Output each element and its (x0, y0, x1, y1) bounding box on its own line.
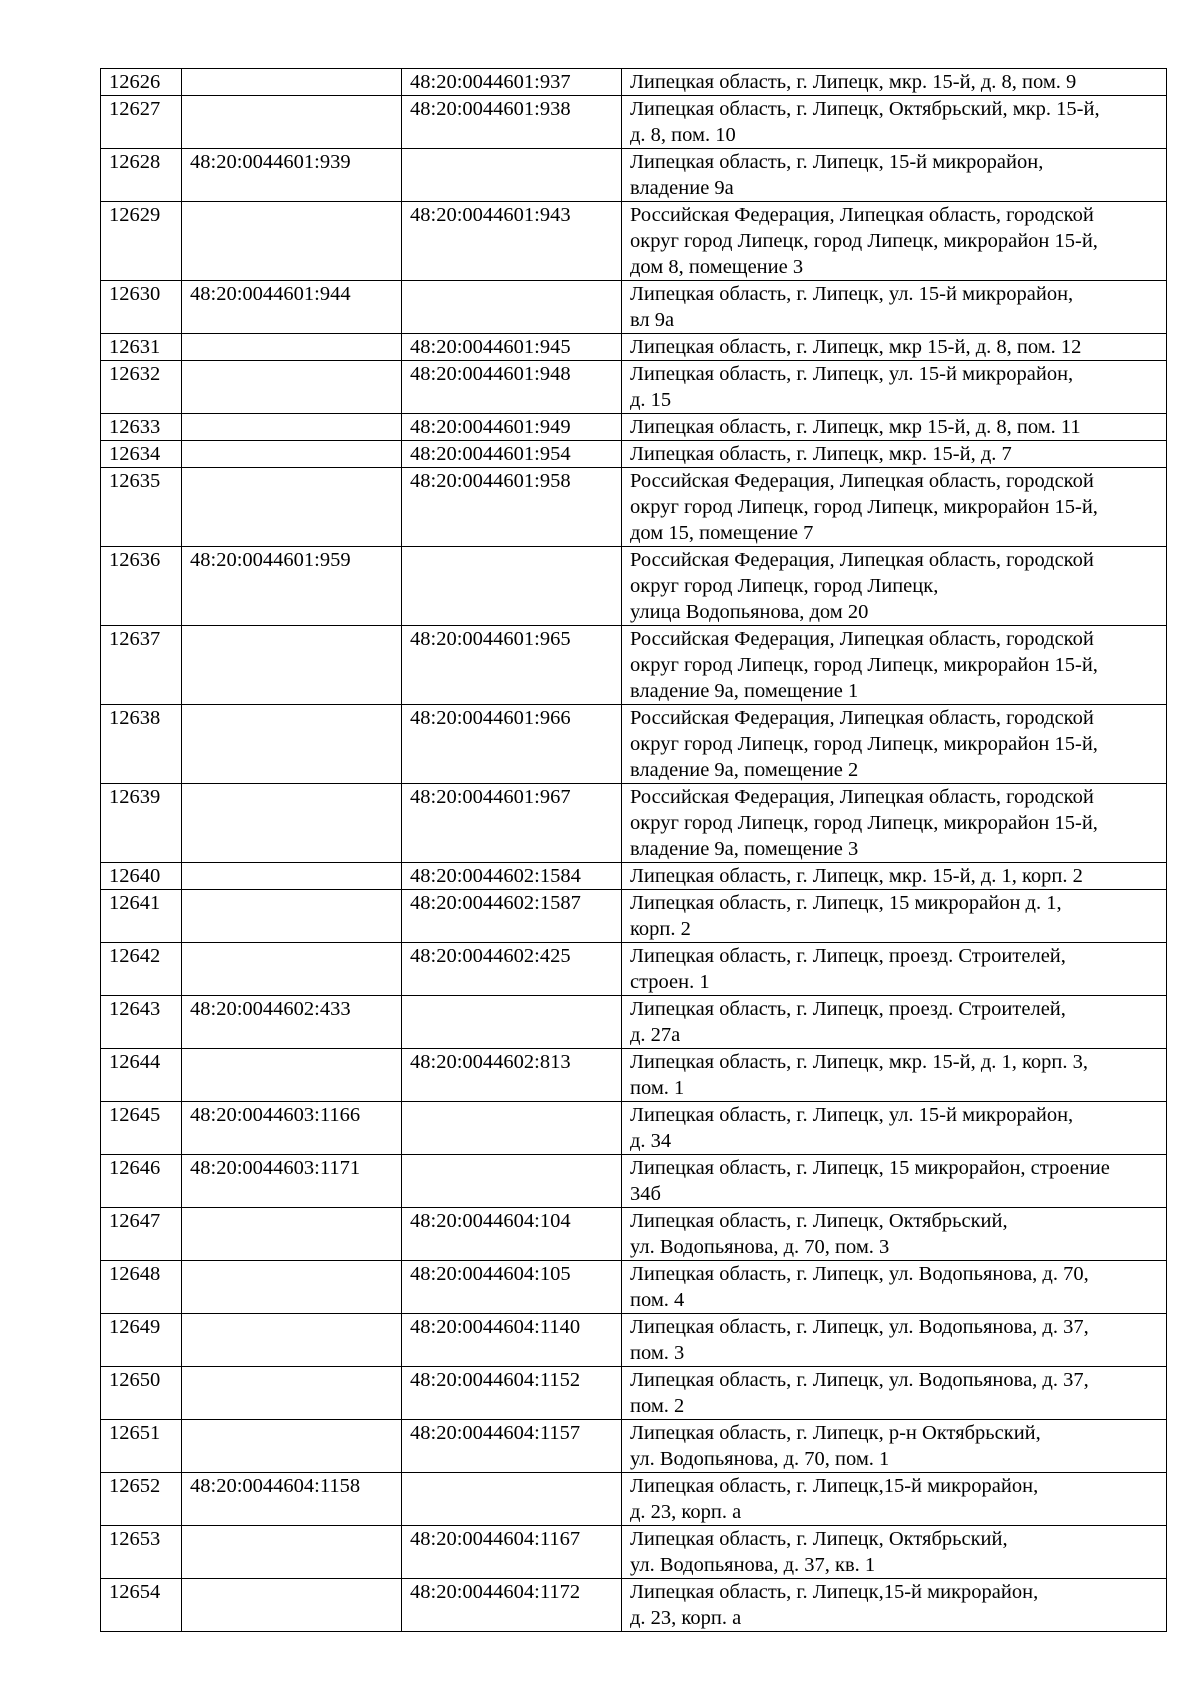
row-number-cell: 12642 (101, 943, 182, 996)
address-cell (622, 890, 1167, 943)
land-cadastral-number-cell (182, 468, 402, 547)
row-number-cell: 12632 (101, 361, 182, 414)
row-number-cell: 12630 (101, 281, 182, 334)
table-body (101, 69, 1167, 1632)
land-cadastral-number-cell (182, 361, 402, 414)
address-line: ул. Водопьянова, д. 70, пом. 1 (630, 1448, 890, 1470)
land-cadastral-number-cell (182, 943, 402, 996)
table-row (101, 1579, 1167, 1632)
address-cell (622, 361, 1167, 414)
object-cadastral-number-cell (402, 1473, 622, 1526)
object-cadastral-number-cell (402, 1102, 622, 1155)
object-cadastral-number-cell (402, 281, 622, 334)
land-cadastral-number-cell (182, 1208, 402, 1261)
row-number-cell: 12652 (101, 1473, 182, 1526)
address-line: Липецкая область, г. Липецк, ул. 15-й микрорайон, (630, 363, 1074, 385)
object-cadastral-number-cell: 48:20:0044604:1172 (402, 1579, 622, 1632)
row-number-cell: 12653 (101, 1526, 182, 1579)
table-row (101, 149, 1167, 202)
address-line: округ город Липецк, город Липецк, микрорайон 15-й, (630, 733, 1098, 755)
table-row (101, 414, 1167, 441)
address-cell (622, 996, 1167, 1049)
address-line: Липецкая область, г. Липецк, мкр 15-й, д. 8, пом. 11 (630, 416, 1081, 438)
address-line: Липецкая область, г. Липецк, 15 микрорайон д. 1, (630, 892, 1062, 914)
address-line: Липецкая область, г. Липецк, р-н Октябрьский, (630, 1422, 1041, 1444)
table-row (101, 1049, 1167, 1102)
address-line: Липецкая область, г. Липецк, проезд. Строителей, (630, 945, 1066, 967)
table-row (101, 1526, 1167, 1579)
table-row (101, 96, 1167, 149)
object-cadastral-number-cell: 48:20:0044601:954 (402, 441, 622, 468)
address-cell (622, 69, 1167, 96)
object-cadastral-number-cell: 48:20:0044602:425 (402, 943, 622, 996)
object-cadastral-number-cell: 48:20:0044604:104 (402, 1208, 622, 1261)
address-line: ул. Водопьянова, д. 37, кв. 1 (630, 1554, 876, 1576)
address-cell (622, 1155, 1167, 1208)
land-cadastral-number-cell (182, 890, 402, 943)
address-line: округ город Липецк, город Липецк, микрорайон 15-й, (630, 654, 1098, 676)
object-cadastral-number-cell (402, 547, 622, 626)
row-number-cell: 12627 (101, 96, 182, 149)
address-line: Липецкая область, г. Липецк, ул. Водопьянова, д. 37, (630, 1316, 1089, 1338)
object-cadastral-number-cell (402, 1155, 622, 1208)
address-line: корп. 2 (630, 918, 691, 940)
row-number-cell: 12628 (101, 149, 182, 202)
object-cadastral-number-cell: 48:20:0044601:965 (402, 626, 622, 705)
land-cadastral-number-cell: 48:20:0044603:1171 (182, 1155, 402, 1208)
address-cell (622, 468, 1167, 547)
table-row (101, 1420, 1167, 1473)
row-number-cell: 12649 (101, 1314, 182, 1367)
address-line: Российская Федерация, Липецкая область, городской (630, 549, 1094, 571)
document-page (100, 68, 1166, 1632)
address-line: улица Водопьянова, дом 20 (630, 601, 869, 623)
row-number-cell: 12629 (101, 202, 182, 281)
address-cell (622, 1314, 1167, 1367)
land-cadastral-number-cell: 48:20:0044601:944 (182, 281, 402, 334)
object-cadastral-number-cell: 48:20:0044602:1587 (402, 890, 622, 943)
address-line: Российская Федерация, Липецкая область, городской (630, 204, 1094, 226)
row-number-cell: 12648 (101, 1261, 182, 1314)
address-line: д. 23, корп. а (630, 1501, 742, 1523)
address-line: д. 23, корп. а (630, 1607, 742, 1629)
address-line: Липецкая область, г. Липецк, ул. Водопьянова, д. 70, (630, 1263, 1089, 1285)
table-row (101, 890, 1167, 943)
row-number-cell: 12639 (101, 784, 182, 863)
table-row (101, 202, 1167, 281)
land-cadastral-number-cell (182, 1261, 402, 1314)
address-line: Липецкая область, г. Липецк, мкр 15-й, д. 8, пом. 12 (630, 336, 1082, 358)
land-cadastral-number-cell: 48:20:0044601:939 (182, 149, 402, 202)
address-cell (622, 1579, 1167, 1632)
address-cell (622, 1526, 1167, 1579)
land-cadastral-number-cell (182, 626, 402, 705)
address-line: пом. 2 (630, 1395, 685, 1417)
table-row (101, 468, 1167, 547)
address-line: Липецкая область, г. Липецк,15-й микрорайон, (630, 1581, 1039, 1603)
row-number-cell: 12633 (101, 414, 182, 441)
address-line: Липецкая область, г. Липецк, мкр. 15-й, д. 7 (630, 443, 1012, 465)
address-cell (622, 1102, 1167, 1155)
address-line: Липецкая область, г. Липецк, мкр. 15-й, д. 1, корп. 3, (630, 1051, 1089, 1073)
address-cell (622, 96, 1167, 149)
object-cadastral-number-cell: 48:20:0044601:967 (402, 784, 622, 863)
address-cell (622, 1261, 1167, 1314)
address-line: Липецкая область, г. Липецк, Октябрьский, мкр. 15-й, (630, 98, 1100, 120)
object-cadastral-number-cell: 48:20:0044604:1152 (402, 1367, 622, 1420)
address-line: пом. 1 (630, 1077, 685, 1099)
land-cadastral-number-cell (182, 1314, 402, 1367)
address-cell (622, 1367, 1167, 1420)
object-cadastral-number-cell: 48:20:0044602:813 (402, 1049, 622, 1102)
address-line: Российская Федерация, Липецкая область, городской (630, 470, 1094, 492)
object-cadastral-number-cell: 48:20:0044601:958 (402, 468, 622, 547)
row-number-cell: 12654 (101, 1579, 182, 1632)
address-line: владение 9а (630, 177, 734, 199)
table-row (101, 996, 1167, 1049)
address-line: д. 34 (630, 1130, 672, 1152)
table-row (101, 1367, 1167, 1420)
address-line: Липецкая область, г. Липецк,15-й микрорайон, (630, 1475, 1039, 1497)
row-number-cell: 12637 (101, 626, 182, 705)
land-cadastral-number-cell (182, 863, 402, 890)
address-cell (622, 626, 1167, 705)
address-line: вл 9а (630, 309, 675, 331)
object-cadastral-number-cell: 48:20:0044604:1140 (402, 1314, 622, 1367)
table-row (101, 1473, 1167, 1526)
row-number-cell: 12635 (101, 468, 182, 547)
address-line: Российская Федерация, Липецкая область, городской (630, 628, 1094, 650)
address-cell (622, 334, 1167, 361)
object-cadastral-number-cell (402, 996, 622, 1049)
object-cadastral-number-cell: 48:20:0044602:1584 (402, 863, 622, 890)
address-line: владение 9а, помещение 1 (630, 680, 859, 702)
property-register-table (100, 68, 1167, 1632)
address-line: Липецкая область, г. Липецк, 15 микрорайон, строение (630, 1157, 1110, 1179)
address-line: д. 27а (630, 1024, 681, 1046)
address-line: Российская Федерация, Липецкая область, городской (630, 786, 1094, 808)
address-line: ул. Водопьянова, д. 70, пом. 3 (630, 1236, 890, 1258)
address-line: пом. 4 (630, 1289, 685, 1311)
object-cadastral-number-cell: 48:20:0044601:938 (402, 96, 622, 149)
address-line: округ город Липецк, город Липецк, микрорайон 15-й, (630, 496, 1098, 518)
address-cell (622, 705, 1167, 784)
address-line: Липецкая область, г. Липецк, ул. Водопьянова, д. 37, (630, 1369, 1089, 1391)
table-row (101, 784, 1167, 863)
address-line: Липецкая область, г. Липецк, ул. 15-й микрорайон, (630, 1104, 1074, 1126)
land-cadastral-number-cell: 48:20:0044601:959 (182, 547, 402, 626)
address-cell (622, 202, 1167, 281)
table-row (101, 863, 1167, 890)
table-row (101, 334, 1167, 361)
land-cadastral-number-cell (182, 69, 402, 96)
row-number-cell: 12641 (101, 890, 182, 943)
address-line: округ город Липецк, город Липецк, микрорайон 15-й, (630, 230, 1098, 252)
row-number-cell: 12644 (101, 1049, 182, 1102)
land-cadastral-number-cell (182, 1367, 402, 1420)
address-cell (622, 943, 1167, 996)
row-number-cell: 12631 (101, 334, 182, 361)
table-row (101, 705, 1167, 784)
address-line: дом 15, помещение 7 (630, 522, 814, 544)
address-cell (622, 1473, 1167, 1526)
table-row (101, 1155, 1167, 1208)
address-line: д. 8, пом. 10 (630, 124, 736, 146)
land-cadastral-number-cell (182, 202, 402, 281)
object-cadastral-number-cell (402, 149, 622, 202)
table-row (101, 361, 1167, 414)
row-number-cell: 12651 (101, 1420, 182, 1473)
address-line: владение 9а, помещение 2 (630, 759, 859, 781)
land-cadastral-number-cell (182, 1579, 402, 1632)
address-cell (622, 1420, 1167, 1473)
table-row (101, 943, 1167, 996)
address-cell (622, 784, 1167, 863)
land-cadastral-number-cell (182, 414, 402, 441)
row-number-cell: 12645 (101, 1102, 182, 1155)
table-row (101, 626, 1167, 705)
table-row (101, 281, 1167, 334)
address-cell (622, 1049, 1167, 1102)
address-line: 34б (630, 1183, 661, 1205)
address-line: Липецкая область, г. Липецк, мкр. 15-й, д. 1, корп. 2 (630, 865, 1083, 887)
object-cadastral-number-cell: 48:20:0044601:948 (402, 361, 622, 414)
object-cadastral-number-cell: 48:20:0044604:1157 (402, 1420, 622, 1473)
address-line: Липецкая область, г. Липецк, проезд. Строителей, (630, 998, 1066, 1020)
object-cadastral-number-cell: 48:20:0044604:105 (402, 1261, 622, 1314)
row-number-cell: 12650 (101, 1367, 182, 1420)
object-cadastral-number-cell: 48:20:0044601:937 (402, 69, 622, 96)
address-cell (622, 281, 1167, 334)
address-line: владение 9а, помещение 3 (630, 838, 859, 860)
land-cadastral-number-cell (182, 96, 402, 149)
table-row (101, 1261, 1167, 1314)
table-row (101, 547, 1167, 626)
address-line: пом. 3 (630, 1342, 685, 1364)
address-cell (622, 414, 1167, 441)
land-cadastral-number-cell (182, 1420, 402, 1473)
table-row (101, 69, 1167, 96)
land-cadastral-number-cell: 48:20:0044602:433 (182, 996, 402, 1049)
object-cadastral-number-cell: 48:20:0044601:949 (402, 414, 622, 441)
table-row (101, 1208, 1167, 1261)
row-number-cell: 12643 (101, 996, 182, 1049)
table-row (101, 441, 1167, 468)
row-number-cell: 12646 (101, 1155, 182, 1208)
address-line: округ город Липецк, город Липецк, микрорайон 15-й, (630, 812, 1098, 834)
row-number-cell: 12640 (101, 863, 182, 890)
object-cadastral-number-cell: 48:20:0044604:1167 (402, 1526, 622, 1579)
address-line: Липецкая область, г. Липецк, мкр. 15-й, д. 8, пом. 9 (630, 71, 1077, 93)
address-line: округ город Липецк, город Липецк, (630, 575, 939, 597)
table-row (101, 1314, 1167, 1367)
address-line: Липецкая область, г. Липецк, ул. 15-й микрорайон, (630, 283, 1074, 305)
table-row (101, 1102, 1167, 1155)
land-cadastral-number-cell (182, 441, 402, 468)
address-line: Липецкая область, г. Липецк, Октябрьский, (630, 1210, 1008, 1232)
address-cell (622, 547, 1167, 626)
land-cadastral-number-cell (182, 705, 402, 784)
address-cell (622, 863, 1167, 890)
address-line: Липецкая область, г. Липецк, 15-й микрорайон, (630, 151, 1044, 173)
land-cadastral-number-cell (182, 784, 402, 863)
land-cadastral-number-cell (182, 334, 402, 361)
address-cell (622, 1208, 1167, 1261)
land-cadastral-number-cell (182, 1526, 402, 1579)
address-line: дом 8, помещение 3 (630, 256, 804, 278)
object-cadastral-number-cell: 48:20:0044601:945 (402, 334, 622, 361)
address-line: Липецкая область, г. Липецк, Октябрьский, (630, 1528, 1008, 1550)
object-cadastral-number-cell: 48:20:0044601:943 (402, 202, 622, 281)
row-number-cell: 12626 (101, 69, 182, 96)
address-line: Российская Федерация, Липецкая область, городской (630, 707, 1094, 729)
address-line: строен. 1 (630, 971, 710, 993)
address-cell (622, 149, 1167, 202)
land-cadastral-number-cell: 48:20:0044604:1158 (182, 1473, 402, 1526)
row-number-cell: 12638 (101, 705, 182, 784)
land-cadastral-number-cell (182, 1049, 402, 1102)
address-line: д. 15 (630, 389, 672, 411)
object-cadastral-number-cell: 48:20:0044601:966 (402, 705, 622, 784)
row-number-cell: 12636 (101, 547, 182, 626)
land-cadastral-number-cell: 48:20:0044603:1166 (182, 1102, 402, 1155)
row-number-cell: 12634 (101, 441, 182, 468)
row-number-cell: 12647 (101, 1208, 182, 1261)
address-cell (622, 441, 1167, 468)
